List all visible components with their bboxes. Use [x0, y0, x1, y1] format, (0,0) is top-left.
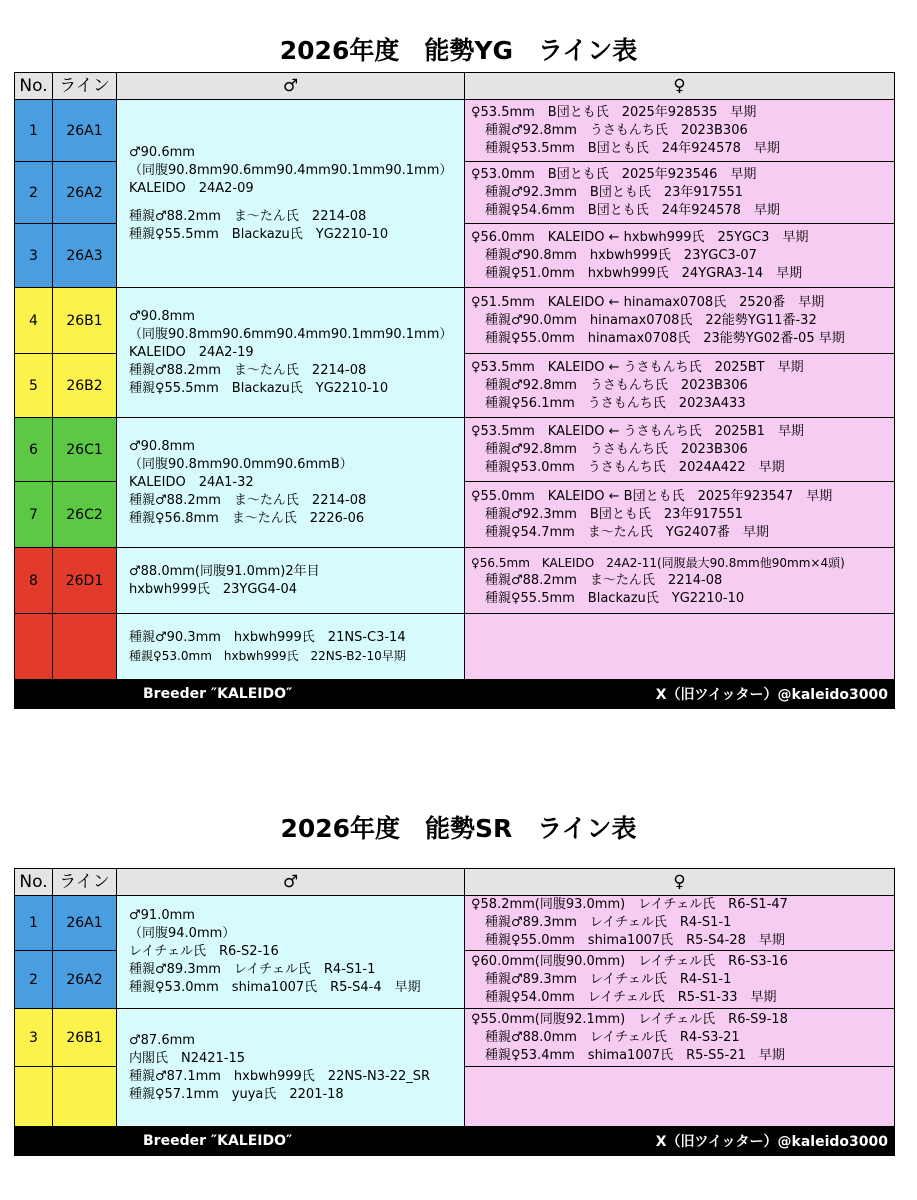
female-line: 種親♀55.0mm shima1007氏 R5-S4-28 早期: [485, 933, 785, 948]
table-row: [15, 614, 895, 680]
female-cell: [465, 1009, 895, 1067]
female-cell: [465, 162, 895, 224]
male-line: 種親♀55.5mm Blackazu氏 YG2210-10: [129, 380, 389, 396]
female-line: 種親♂89.3mm レイチェル氏 R4-S1-1: [485, 915, 732, 930]
header-female: ♀: [465, 73, 895, 100]
header-male: ♂: [117, 73, 465, 100]
male-line: 種親♀57.1mm yuya氏 2201-18: [129, 1086, 344, 1102]
header-line: ライン: [53, 73, 117, 100]
header-line: ライン: [53, 869, 117, 896]
male-line: （同腹90.8mm90.0mm90.6mmB）: [129, 456, 353, 472]
female-line: 種親♀53.4mm shima1007氏 R5-S5-21 早期: [485, 1047, 785, 1063]
row-no: 2: [15, 951, 53, 1009]
male-line: ♂90.6mm: [129, 144, 195, 160]
female-line: 種親♀54.7mm ま〜たん氏 YG2407番 早期: [485, 524, 769, 540]
row-no: 2: [15, 162, 53, 224]
row-no: 8: [15, 548, 53, 614]
female-cell: [465, 354, 895, 418]
row-line-empty: [53, 1067, 117, 1127]
male-line: （同腹90.8mm90.6mm90.4mm90.1mm90.1mm）: [129, 326, 453, 342]
female-line: 種親♀55.0mm hinamax0708氏 23能勢YG02番-05 早期: [485, 330, 845, 346]
male-cell: [117, 614, 465, 680]
row-line: 26A2: [53, 951, 117, 1009]
row-line: 26C2: [53, 482, 117, 548]
female-line: 種親♀53.0mm うさもんち氏 2024A422 早期: [485, 459, 785, 475]
row-line: 26A3: [53, 224, 117, 288]
row-line: 26A1: [53, 100, 117, 162]
table-row: [15, 100, 895, 162]
female-line: ♀56.0mm KALEIDO ← hxbwh999氏 25YGC3 早期: [471, 229, 809, 245]
row-no: 6: [15, 418, 53, 482]
row-line: 26C1: [53, 418, 117, 482]
female-line: 種親♂88.0mm レイチェル氏 R4-S3-21: [485, 1029, 740, 1045]
female-cell: [465, 288, 895, 354]
male-line: 種親♂88.2mm ま〜たん氏 2214-08: [129, 492, 367, 508]
male-cell: [117, 548, 465, 614]
female-cell: [465, 896, 895, 951]
sr-title: 2026年度 能勢SR ライン表: [280, 814, 637, 843]
male-line: ♂91.0mm: [129, 908, 195, 923]
row-no: 1: [15, 100, 53, 162]
female-cell: [465, 100, 895, 162]
female-line: ♀58.2mm(同腹93.0mm) レイチェル氏 R6-S1-47: [471, 897, 788, 912]
male-line: 種親♀53.0mm hxbwh999氏 22NS-B2-10早期: [129, 648, 406, 663]
row-no: 3: [15, 224, 53, 288]
male-cell: [117, 896, 465, 1009]
sr-header-row: [15, 869, 895, 896]
female-line: ♀51.5mm KALEIDO ← hinamax0708氏 2520番 早期: [471, 294, 825, 310]
female-line: ♀53.5mm KALEIDO ← うさもんち氏 2025B1 早期: [471, 423, 804, 439]
male-line: 内閣氏 N2421-15: [129, 1050, 246, 1066]
table-row: [15, 548, 895, 614]
male-line: ♂87.6mm: [129, 1032, 195, 1048]
male-cell: [117, 1009, 465, 1127]
yg-footer: [15, 680, 895, 709]
breeder-label: Breeder ″KALEIDO″: [15, 1127, 465, 1156]
male-line: ♂90.8mm: [129, 308, 195, 324]
row-no-empty: [15, 614, 53, 680]
row-line: 26D1: [53, 548, 117, 614]
female-line: 種親♂92.3mm B団とも氏 23年917551: [485, 506, 744, 522]
female-line: ♀55.0mm(同腹92.1mm) レイチェル氏 R6-S9-18: [471, 1011, 788, 1027]
x-account: X（旧ツイッター）@kaleido3000: [465, 1127, 895, 1156]
row-no: 7: [15, 482, 53, 548]
female-line: ♀55.0mm KALEIDO ← B団とも氏 2025年923547 早期: [471, 488, 833, 504]
male-line: ♂90.8mm: [129, 438, 195, 454]
row-line: 26A2: [53, 162, 117, 224]
male-line: KALEIDO 24A1-32: [129, 474, 254, 490]
female-line: 種親♂92.3mm B団とも氏 23年917551: [485, 184, 744, 200]
row-no-empty: [15, 1067, 53, 1127]
male-line: （同腹90.8mm90.6mm90.4mm90.1mm90.1mm）: [129, 162, 453, 178]
male-line: 種親♂87.1mm hxbwh999氏 22NS-N3-22_SR: [129, 1068, 431, 1084]
male-cell: [117, 100, 465, 288]
male-cell: [117, 288, 465, 418]
sr-footer: [15, 1127, 895, 1156]
female-line: 種親♂88.2mm ま〜たん氏 2214-08: [485, 572, 723, 588]
male-line: hxbwh999氏 23YGG4-04: [129, 581, 298, 597]
row-no: 3: [15, 1009, 53, 1067]
male-line: ♂88.0mm(同腹91.0mm)2年目: [129, 563, 320, 579]
female-line: 種親♂89.3mm レイチェル氏 R4-S1-1: [485, 971, 732, 987]
male-line: 種親♀53.0mm shima1007氏 R5-S4-4 早期: [129, 980, 421, 995]
yg-line-table: [14, 72, 895, 709]
female-line: 種親♂90.0mm hinamax0708氏 22能勢YG11番-32: [485, 312, 817, 328]
table-row: [15, 896, 895, 951]
female-line: 種親♀54.0mm レイチェル氏 R5-S1-33 早期: [485, 989, 777, 1005]
female-line: 種親♀51.0mm hxbwh999氏 24YGRA3-14 早期: [485, 265, 803, 281]
header-no: No.: [15, 73, 53, 100]
row-no: 1: [15, 896, 53, 951]
yg-header-row: [15, 73, 895, 100]
male-line: 種親♂88.2mm ま〜たん氏 2214-08: [129, 362, 367, 378]
table-row: [15, 1009, 895, 1067]
row-line: 26B1: [53, 288, 117, 354]
breeder-label: Breeder ″KALEIDO″: [15, 680, 465, 709]
male-line: 種親♀55.5mm Blackazu氏 YG2210-10: [129, 226, 389, 242]
female-cell-empty: [465, 614, 895, 680]
male-line: KALEIDO 24A2-09: [129, 180, 254, 196]
male-line: 種親♂88.2mm ま〜たん氏 2214-08: [129, 208, 367, 224]
male-cell: [117, 418, 465, 548]
x-account: X（旧ツイッター）@kaleido3000: [465, 680, 895, 709]
male-line: （同腹94.0mm）: [129, 926, 236, 941]
female-line: 種親♀55.5mm Blackazu氏 YG2210-10: [485, 590, 745, 606]
female-line: ♀53.0mm B団とも氏 2025年923546 早期: [471, 166, 757, 182]
female-cell: [465, 482, 895, 548]
female-cell: [465, 224, 895, 288]
female-cell: [465, 548, 895, 614]
female-line: 種親♀54.6mm B団とも氏 24年924578 早期: [485, 202, 780, 218]
female-line: 種親♂92.8mm うさもんち氏 2023B306: [485, 377, 748, 393]
female-line: 種親♂92.8mm うさもんち氏 2023B306: [485, 441, 748, 457]
male-line: 種親♀56.8mm ま〜たん氏 2226-06: [129, 510, 365, 526]
row-line: 26B2: [53, 354, 117, 418]
female-line: ♀53.5mm B団とも氏 2025年928535 早期: [471, 104, 757, 120]
row-line-empty: [53, 614, 117, 680]
male-line: KALEIDO 24A2-19: [129, 344, 254, 360]
row-no: 5: [15, 354, 53, 418]
yg-title: 2026年度 能勢YG ライン表: [279, 36, 638, 65]
header-female: ♀: [465, 869, 895, 896]
female-cell: [465, 418, 895, 482]
female-line: 種親♂92.8mm うさもんち氏 2023B306: [485, 122, 748, 138]
female-line: ♀60.0mm(同腹90.0mm) レイチェル氏 R6-S3-16: [471, 953, 788, 969]
female-cell-empty: [465, 1067, 895, 1127]
row-line: 26A1: [53, 896, 117, 951]
female-line: 種親♀56.1mm うさもんち氏 2023A433: [485, 395, 746, 411]
sr-line-table: [14, 868, 895, 1156]
female-line: 種親♂90.8mm hxbwh999氏 23YGC3-07: [485, 247, 757, 263]
row-no: 4: [15, 288, 53, 354]
header-no: No.: [15, 869, 53, 896]
female-line: 種親♀53.5mm B団とも氏 24年924578 早期: [485, 140, 780, 156]
female-line: ♀56.5mm KALEIDO 24A2-11(同腹最大90.8mm他90mm×4頭): [471, 555, 845, 570]
male-line: 種親♂89.3mm レイチェル氏 R4-S1-1: [129, 962, 376, 977]
row-line: 26B1: [53, 1009, 117, 1067]
female-line: ♀53.5mm KALEIDO ← うさもんち氏 2025BT 早期: [471, 359, 804, 375]
female-cell: [465, 951, 895, 1009]
table-row: [15, 418, 895, 482]
header-male: ♂: [117, 869, 465, 896]
male-line: レイチェル氏 R6-S2-16: [129, 944, 279, 959]
male-line: 種親♂90.3mm hxbwh999氏 21NS-C3-14: [129, 629, 406, 645]
table-row: [15, 288, 895, 354]
